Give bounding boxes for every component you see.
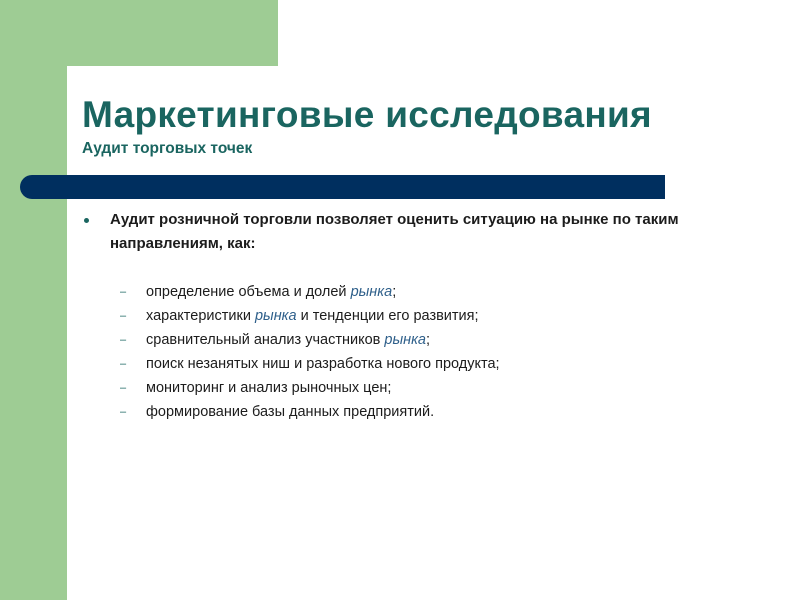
item-emphasis: рынка	[350, 284, 393, 300]
dash-icon: –	[120, 334, 127, 346]
slide-subtitle: Аудит торговых точек	[82, 140, 253, 157]
green-top-band	[0, 0, 278, 66]
dash-icon: –	[120, 310, 127, 322]
sub-bullet-list	[82, 280, 742, 424]
dash-icon: –	[120, 382, 127, 394]
item-text-tail: ;	[392, 284, 397, 300]
item-emphasis: рынка	[254, 308, 297, 324]
list-item	[82, 376, 742, 400]
list-item	[82, 328, 742, 352]
list-item	[82, 400, 742, 424]
slide-title: Маркетинговые исследования	[82, 94, 652, 135]
bullet-dot-icon	[84, 218, 89, 223]
main-bullet-point	[82, 208, 742, 256]
item-text-tail: ;	[426, 332, 431, 348]
list-item	[82, 280, 742, 304]
list-item	[82, 352, 742, 376]
item-text: сравнительный анализ участников	[146, 332, 385, 348]
dash-icon: –	[120, 406, 127, 418]
list-item	[82, 304, 742, 328]
slide-content	[82, 208, 742, 424]
dash-icon: –	[120, 286, 127, 298]
item-emphasis: рынка	[384, 332, 426, 348]
item-text: поиск незанятых ниш и разработка нового продукта;	[146, 356, 500, 372]
item-text: мониторинг и анализ рыночных цен;	[146, 380, 392, 396]
item-text: определение объема и долей	[146, 284, 351, 300]
main-point-text: Аудит розничной торговли позволяет оценить ситуацию на рынке по таким направлениям, как:	[110, 211, 679, 252]
item-text-tail: и тенденции его развития;	[296, 308, 479, 324]
item-text: характеристики	[146, 308, 255, 324]
item-text: формирование базы данных предприятий.	[146, 404, 435, 420]
green-side-band	[0, 0, 67, 600]
dash-icon: –	[120, 358, 127, 370]
title-divider-bar	[20, 175, 665, 199]
